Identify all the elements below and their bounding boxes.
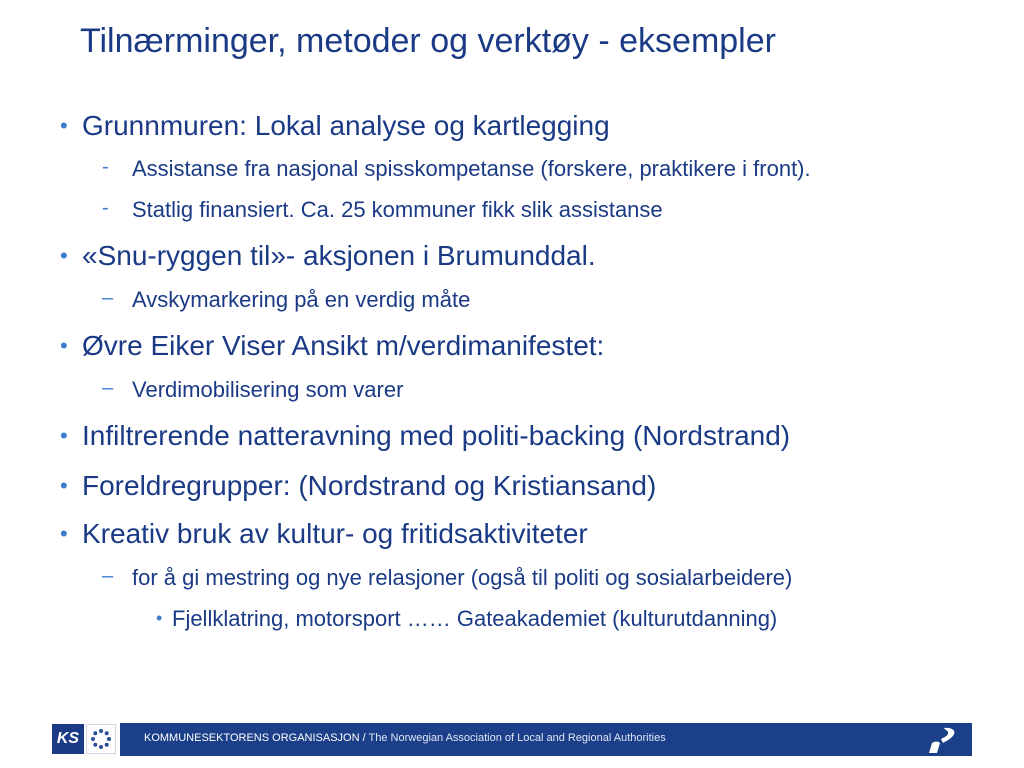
bullet-text: Infiltrerende natteravning med politi-backing (Nordstrand) [82, 420, 791, 451]
ks-logo [52, 724, 84, 754]
footer-bar [48, 723, 972, 756]
bullet-text: Foreldregrupper: (Nordstrand og Kristiansand) [82, 470, 657, 501]
sub-sub-bullet-item [156, 606, 778, 632]
sub-bullet-item [102, 197, 663, 223]
bullet-text: Kreativ bruk av kultur- og fritidsaktiviteter [82, 518, 588, 549]
bullet-marker: • [60, 423, 68, 448]
bullet-item [60, 420, 791, 452]
bullet-item [60, 240, 596, 272]
dash-marker: - [102, 197, 109, 219]
footer-organisation-text [144, 732, 666, 744]
bullet-marker: • [156, 608, 163, 628]
dash-marker: - [102, 156, 109, 178]
bullet-text: Fjellklatring, motorsport …… Gateakademiet (kulturutdanning) [172, 606, 778, 631]
bullet-text: Statlig finansiert. Ca. 25 kommuner fikk slik assistanse [132, 197, 663, 222]
bullet-item [60, 518, 588, 550]
bullet-text: Grunnmuren: Lokal analyse og kartlegging [82, 110, 610, 141]
footer-org-english: The Norwegian Association of Local and Regional Authorities [365, 732, 666, 744]
footer-band [120, 723, 972, 756]
bullet-marker: • [60, 333, 68, 358]
bullet-item [60, 110, 610, 142]
dash-marker: – [102, 565, 114, 587]
slide-title: Tilnærminger, metoder og verktøy - eksempler [80, 22, 776, 60]
dash-marker: – [102, 287, 114, 309]
bullet-marker: • [60, 113, 68, 138]
bullet-text: Verdimobilisering som varer [132, 377, 404, 402]
dash-marker: – [102, 377, 114, 399]
sub-bullet-item [102, 156, 811, 182]
sub-bullet-item [102, 377, 404, 403]
ring-logo-icon [86, 724, 116, 754]
bullet-marker: • [60, 521, 68, 546]
sub-bullet-item [102, 565, 793, 591]
footer-org-name: KOMMUNESEKTORENS ORGANISASJON / [144, 732, 366, 744]
bullet-text: for å gi mestring og nye relasjoner (også til politi og sosialarbeidere) [132, 565, 793, 590]
bullet-marker: • [60, 473, 68, 498]
bullet-text: Øvre Eiker Viser Ansikt m/verdimanifestet: [82, 330, 605, 361]
bullet-text: Avskymarkering på en verdig måte [132, 287, 471, 312]
bullet-item [60, 330, 605, 362]
ks-logo-text: KS [56, 730, 80, 747]
bullet-item [60, 470, 657, 502]
sub-bullet-item [102, 287, 471, 313]
bullet-marker: • [60, 243, 68, 268]
bullet-text: Assistanse fra nasjonal spisskompetanse (forskere, praktikere i front). [132, 156, 811, 181]
bullet-text: «Snu-ryggen til»- aksjonen i Brumunddal. [82, 240, 596, 271]
ks-swoosh-icon [922, 725, 962, 755]
